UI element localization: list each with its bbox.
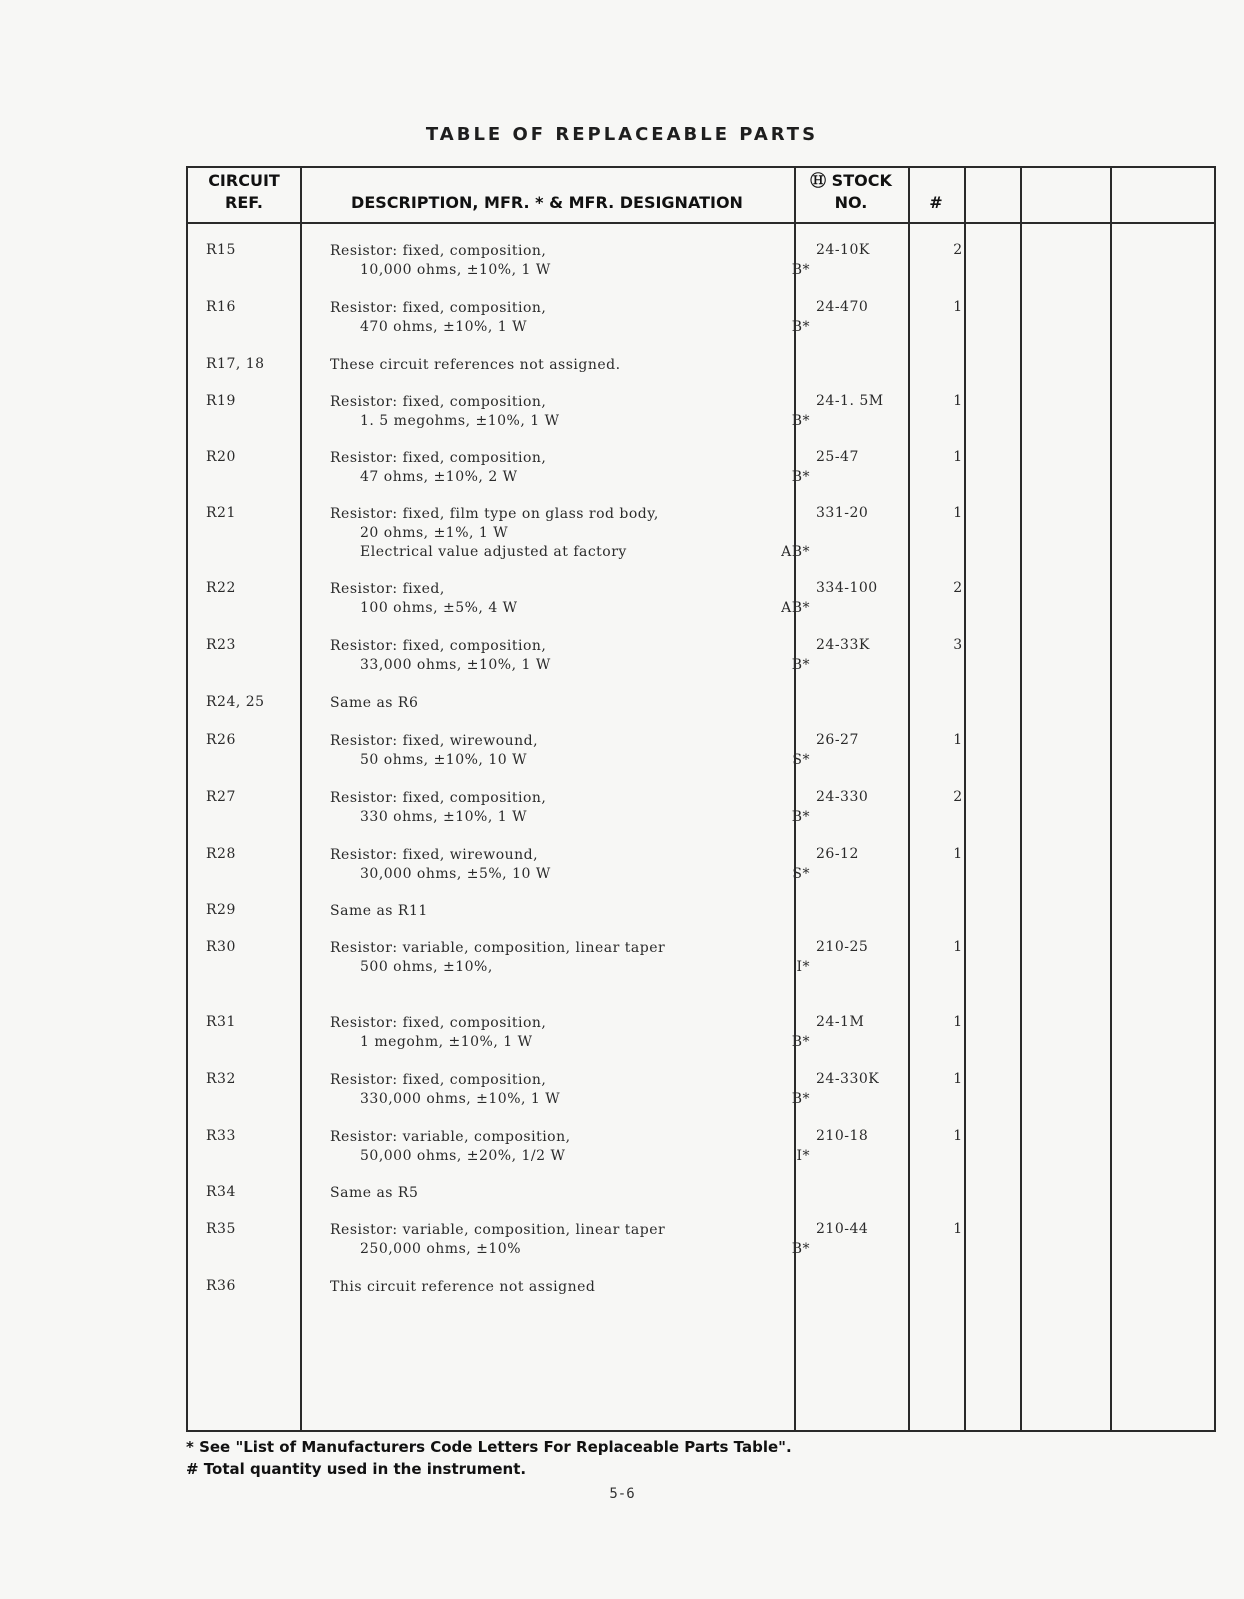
- stock-number: 210-18: [816, 1128, 869, 1144]
- description-line-1: Resistor: variable, composition, linear taper: [330, 1222, 666, 1238]
- description-line-2: [330, 1240, 810, 1259]
- description: [330, 580, 810, 618]
- mfr-code: B*: [791, 1241, 810, 1257]
- description-line-2-text: 500 ohms, ±10%,: [360, 959, 493, 975]
- mfr-code: B*: [791, 413, 810, 429]
- circuit-ref: R22: [206, 580, 236, 596]
- description-line-2: [330, 865, 810, 884]
- description-line-1: Resistor: fixed, film type on glass rod body,: [330, 506, 659, 522]
- circuit-ref: R34: [206, 1184, 236, 1200]
- description: [330, 393, 810, 431]
- description: [330, 902, 800, 921]
- footnote-quantity: # Total quantity used in the instrument.: [186, 1460, 527, 1478]
- mfr-code: I*: [796, 959, 810, 975]
- stock-number: 24-470: [816, 299, 869, 315]
- stock-number: 24-10K: [816, 242, 870, 258]
- description-line-1: Resistor: fixed, wirewound,: [330, 733, 539, 749]
- stock-number: 24-330: [816, 789, 869, 805]
- circuit-ref: R30: [206, 939, 236, 955]
- description: [330, 637, 810, 675]
- description-line-1: Same as R6: [330, 695, 419, 711]
- quantity: 1: [953, 939, 963, 955]
- mfr-code: S*: [792, 752, 810, 768]
- header-stock-no: [794, 170, 908, 214]
- header-circuit-ref: [188, 170, 300, 214]
- circuit-ref: R19: [206, 393, 236, 409]
- quantity: 1: [953, 449, 963, 465]
- page-number: 5-6: [609, 1486, 635, 1502]
- col-divider: [1020, 168, 1022, 1430]
- mfr-code: B*: [791, 657, 810, 673]
- circuit-ref: R15: [206, 242, 236, 258]
- circuit-ref: R32: [206, 1071, 236, 1087]
- description-line-2: [330, 1147, 810, 1166]
- stock-number: 26-12: [816, 846, 859, 862]
- description-line-1: These circuit references not assigned.: [330, 357, 621, 373]
- quantity: 3: [953, 637, 963, 653]
- description-line-2: [330, 318, 810, 337]
- stock-number: 210-44: [816, 1221, 869, 1237]
- description: [330, 789, 810, 827]
- description-line-2-text: 330,000 ohms, ±10%, 1 W: [360, 1091, 561, 1107]
- description-line-1: Resistor: fixed, wirewound,: [330, 847, 539, 863]
- description: [330, 1128, 810, 1166]
- circuit-ref: R28: [206, 846, 236, 862]
- description-line-2-text: 1 megohm, ±10%, 1 W: [360, 1034, 533, 1050]
- description: [330, 1221, 810, 1259]
- quantity: 2: [953, 242, 963, 258]
- circuit-ref: R21: [206, 505, 236, 521]
- mfr-code: B*: [791, 1091, 810, 1107]
- parts-table: [186, 166, 1216, 1432]
- stock-number: 334-100: [816, 580, 878, 596]
- footnote-manufacturer: * See "List of Manufacturers Code Letters For Replaceable Parts Table".: [186, 1438, 792, 1456]
- description-line-2-text: 47 ohms, ±10%, 2 W: [360, 469, 518, 485]
- description: [330, 299, 810, 337]
- col-divider: [300, 168, 302, 1430]
- quantity: 1: [953, 299, 963, 315]
- quantity: 1: [953, 732, 963, 748]
- description: [330, 449, 810, 487]
- circuit-ref: R17, 18: [206, 356, 265, 372]
- description-line-2-text: 100 ohms, ±5%, 4 W: [360, 600, 518, 616]
- circuit-ref: R16: [206, 299, 236, 315]
- description-line-2: [330, 751, 810, 770]
- description-line-1: Resistor: fixed,: [330, 581, 445, 597]
- circuit-ref: R36: [206, 1278, 236, 1294]
- circuit-ref: R23: [206, 637, 236, 653]
- description-line-2-text: 250,000 ohms, ±10%: [360, 1241, 521, 1257]
- mfr-code: S*: [792, 866, 810, 882]
- stock-number: 24-1M: [816, 1014, 865, 1030]
- description-line-2: [330, 261, 810, 280]
- header-description: DESCRIPTION, MFR. * & MFR. DESIGNATION: [351, 193, 743, 212]
- description-line-3-text: Electrical value adjusted at factory: [360, 544, 627, 560]
- quantity: 2: [953, 789, 963, 805]
- header-divider: [188, 222, 1214, 224]
- description-line-1: Same as R11: [330, 903, 428, 919]
- description-line-1: Resistor: fixed, composition,: [330, 394, 547, 410]
- header-circuit-ref-line2: REF.: [225, 193, 263, 212]
- col-divider: [1110, 168, 1112, 1430]
- header-quantity: #: [929, 193, 943, 212]
- circuit-ref: R26: [206, 732, 236, 748]
- description-line-2: [330, 524, 800, 543]
- description-line-2-text: 470 ohms, ±10%, 1 W: [360, 319, 527, 335]
- mfr-code: AB*: [781, 544, 810, 560]
- description-line-2: [330, 1090, 810, 1109]
- quantity: 1: [953, 393, 963, 409]
- mfr-code: B*: [791, 319, 810, 335]
- mfr-code: B*: [791, 809, 810, 825]
- circuit-ref: R20: [206, 449, 236, 465]
- description: [330, 242, 810, 280]
- description: [330, 356, 800, 375]
- description-line-1: Resistor: fixed, composition,: [330, 300, 547, 316]
- mfr-code: AB*: [781, 600, 810, 616]
- circuit-ref: R33: [206, 1128, 236, 1144]
- circuit-ref: R27: [206, 789, 236, 805]
- description-line-2: [330, 1033, 810, 1052]
- header-stock-line1: Ⓗ STOCK: [810, 171, 892, 190]
- description-line-2-text: 50 ohms, ±10%, 10 W: [360, 752, 527, 768]
- stock-number: 210-25: [816, 939, 869, 955]
- description: [330, 1071, 810, 1109]
- description-line-1: Resistor: fixed, composition,: [330, 450, 547, 466]
- description-line-2-text: 330 ohms, ±10%, 1 W: [360, 809, 527, 825]
- description: [330, 732, 810, 770]
- circuit-ref: R24, 25: [206, 694, 265, 710]
- header-circuit-ref-line1: CIRCUIT: [208, 171, 280, 190]
- header-stock-line2: NO.: [834, 193, 868, 212]
- stock-number: 331-20: [816, 505, 869, 521]
- description-line-3: [330, 543, 810, 562]
- description-line-2-text: 50,000 ohms, ±20%, 1/2 W: [360, 1148, 566, 1164]
- description-line-1: This circuit reference not assigned: [330, 1279, 596, 1295]
- description-line-1: Resistor: fixed, composition,: [330, 1072, 547, 1088]
- description-line-1: Resistor: fixed, composition,: [330, 638, 547, 654]
- circuit-ref: R29: [206, 902, 236, 918]
- description: [330, 694, 800, 713]
- description: [330, 1184, 800, 1203]
- description-line-1: Resistor: fixed, composition,: [330, 243, 547, 259]
- description: [330, 1014, 810, 1052]
- quantity: 1: [953, 505, 963, 521]
- description: [330, 939, 810, 977]
- stock-number: 24-330K: [816, 1071, 880, 1087]
- description-line-2-text: 1. 5 megohms, ±10%, 1 W: [360, 413, 560, 429]
- quantity: 1: [953, 1221, 963, 1237]
- description-line-2: [330, 958, 810, 977]
- description-line-1: Resistor: variable, composition, linear taper: [330, 940, 666, 956]
- description-line-1: Resistor: variable, composition,: [330, 1129, 571, 1145]
- description-line-1: Same as R5: [330, 1185, 419, 1201]
- quantity: 1: [953, 1071, 963, 1087]
- mfr-code: B*: [791, 469, 810, 485]
- description: [330, 846, 810, 884]
- mfr-code: I*: [796, 1148, 810, 1164]
- description-line-2: [330, 599, 810, 618]
- quantity: 1: [953, 1128, 963, 1144]
- quantity: 1: [953, 846, 963, 862]
- circuit-ref: R31: [206, 1014, 236, 1030]
- description-line-2-text: 10,000 ohms, ±10%, 1 W: [360, 262, 551, 278]
- description-line-2: [330, 656, 810, 675]
- quantity: 2: [953, 580, 963, 596]
- description-line-2: [330, 412, 810, 431]
- stock-number: 24-1. 5M: [816, 393, 884, 409]
- stock-number: 25-47: [816, 449, 859, 465]
- description-line-2-text: 20 ohms, ±1%, 1 W: [360, 525, 509, 541]
- description-line-2: [330, 808, 810, 827]
- description-line-2-text: 33,000 ohms, ±10%, 1 W: [360, 657, 551, 673]
- quantity: 1: [953, 1014, 963, 1030]
- description-line-2-text: 30,000 ohms, ±5%, 10 W: [360, 866, 551, 882]
- description: [330, 505, 810, 562]
- mfr-code: B*: [791, 262, 810, 278]
- mfr-code: B*: [791, 1034, 810, 1050]
- page-title: TABLE OF REPLACEABLE PARTS: [425, 124, 819, 145]
- stock-number: 24-33K: [816, 637, 870, 653]
- description-line-1: Resistor: fixed, composition,: [330, 1015, 547, 1031]
- circuit-ref: R35: [206, 1221, 236, 1237]
- description: [330, 1278, 800, 1297]
- stock-number: 26-27: [816, 732, 859, 748]
- description-line-2: [330, 468, 810, 487]
- description-line-1: Resistor: fixed, composition,: [330, 790, 547, 806]
